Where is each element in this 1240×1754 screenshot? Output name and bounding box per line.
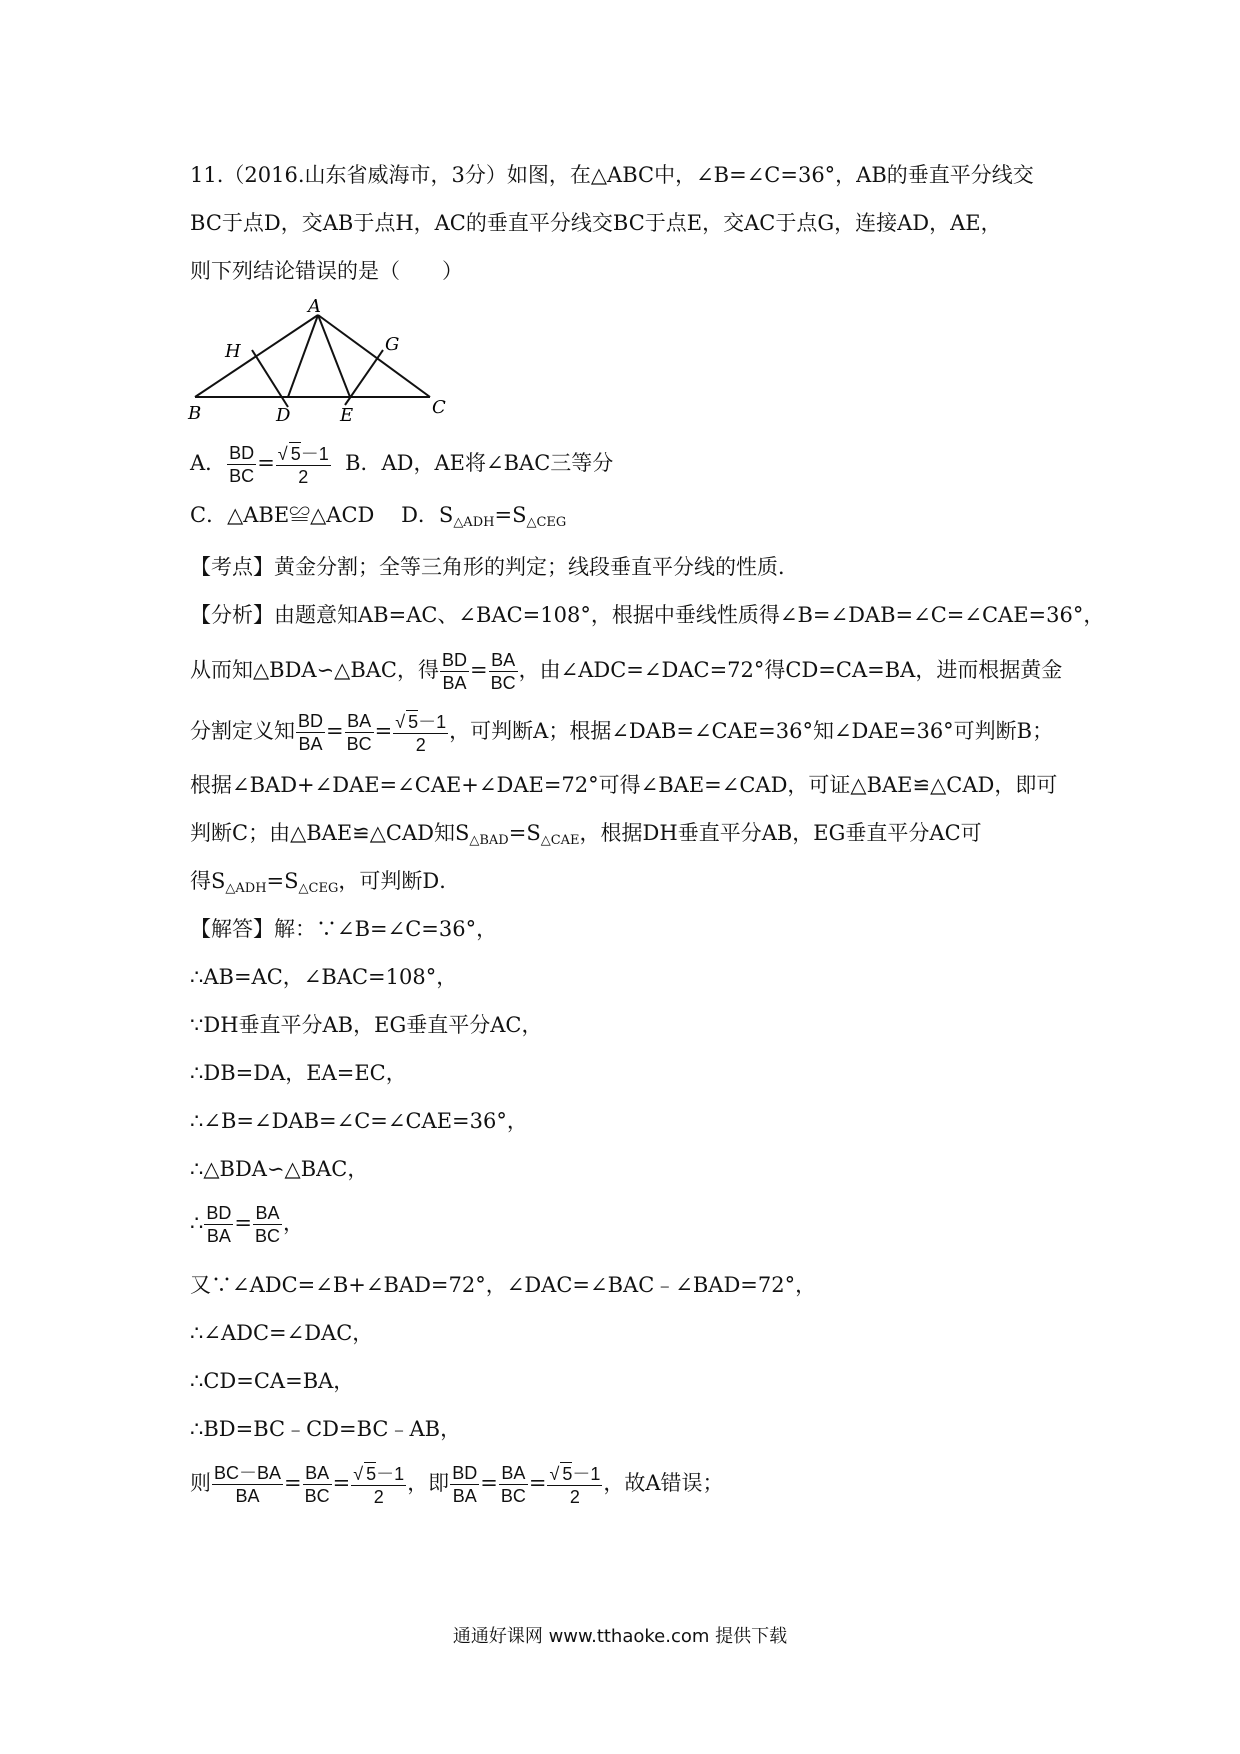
analysis-line-3: 分割定义知 $\frac{BD}{BA}$ = $\frac{BA}{BC}$ = $\frac{√ 5-1}{2}$ ，可判断A；根据∠DAB=∠CAE=36°知∠DAE=36°可判断B； <box>190 711 1054 755</box>
solution-line-10: ∴CD=CA=BA， <box>190 1369 355 1393</box>
option-a-prefix: A． <box>190 451 227 475</box>
option-d: D．$S_{\triangle ADH}=S_{\triangle CEG}$ <box>401 503 567 530</box>
question-line-1: 11.（2016.山东省威海市，3分）如图，在△ABC中，∠B=∠C=36°，AB的垂直平分线交 <box>190 163 1034 187</box>
question-line-3: 则下列结论错误的是（ ） <box>190 259 463 283</box>
label-b: B <box>188 403 202 424</box>
solution-line-11: ∴BD=BC﹣CD=BC﹣AB， <box>190 1417 462 1441</box>
label-g: G <box>385 334 400 355</box>
solution-line-6: ∴△BDA∽△BAC， <box>190 1157 369 1181</box>
solution-line-1: 【解答】解：∵∠B=∠C=36°， <box>190 917 498 941</box>
label-h: H <box>225 341 241 362</box>
analysis-line-5: 判断C；由△BAE≌△CAD知$S_{\triangle BAD}=S_{\triangle CAE}$，根据DH垂直平分AB，EG垂直平分AC可 <box>190 821 982 848</box>
option-b: B．AD，AE将∠BAC三等分 <box>345 451 614 475</box>
solution-line-2: ∴AB=AC，∠BAC=108°， <box>190 965 458 989</box>
option-c-d <box>190 500 566 538</box>
page-footer: 通通好课网 www.tthaoke.com 提供下载 <box>452 1626 788 1647</box>
analysis-line-6: 得$S_{\triangle ADH}=S_{\triangle CEG}$，可判断D． <box>190 869 461 896</box>
triangle-figure <box>180 295 460 425</box>
option-a-fraction-right: $\frac{√ 5-1}{2}$ <box>277 443 329 487</box>
label-d: D <box>276 405 291 425</box>
option-a-fraction-left: $\frac{BD}{BC}$ <box>229 443 255 486</box>
segment-dh <box>252 350 288 407</box>
label-a: A <box>308 296 321 317</box>
analysis-line-2: 从而知△BDA∽△BAC，得 $\frac{BD}{BA}$ = $\frac{BA}{BC}$ ，由∠ADC=∠DAC=72°得CD=CA=BA，进而根据黄金 <box>190 650 1063 693</box>
analysis-line-1: 【分析】由题意知AB=AC、∠BAC=108°，根据中垂线性质得∠B=∠DAB=∠C=∠CAE=36°， <box>190 603 1105 627</box>
question-line-2: BC于点D，交AB于点H，AC的垂直平分线交BC于点E，交AC于点G，连接AD，AE， <box>190 211 1002 235</box>
segment-ad <box>288 315 318 397</box>
solution-line-3: ∵DH垂直平分AB，EG垂直平分AC， <box>190 1013 543 1037</box>
label-e: E <box>340 405 354 425</box>
option-a-b <box>190 438 613 488</box>
solution-line-12: 则 $\frac{BC-BA}{BA}$ = $\frac{BA}{BC}$ = $\frac{√ 5-1}{2}$ ，即 $\frac{BD}{BA}$ = $\frac{BA}{BC}$ = $\frac{√ 5-1}{2}$ ，故A错误； <box>190 1463 724 1507</box>
solution-line-7: ∴ $\frac{BD}{BA}$ = $\frac{BA}{BC}$ ， <box>190 1203 305 1246</box>
label-c: C <box>432 397 446 418</box>
solution-line-5: ∴∠B=∠DAB=∠C=∠CAE=36°， <box>190 1109 528 1133</box>
solution-line-4: ∴DB=DA，EA=EC， <box>190 1061 407 1085</box>
solution-line-8: 又∵∠ADC=∠B+∠BAD=72°，∠DAC=∠BAC﹣∠BAD=72°， <box>190 1273 817 1297</box>
option-a-equals: = <box>257 451 275 475</box>
kaodian: 【考点】黄金分割；全等三角形的判定；线段垂直平分线的性质． <box>190 555 799 579</box>
analysis-line-4: 根据∠BAD+∠DAE=∠CAE+∠DAE=72°可得∠BAE=∠CAD，可证△BAE≌△CAD，即可 <box>190 773 1058 797</box>
solution-line-9: ∴∠ADC=∠DAC， <box>190 1321 374 1345</box>
option-c: C．△ABE≌△ACD <box>190 503 375 527</box>
